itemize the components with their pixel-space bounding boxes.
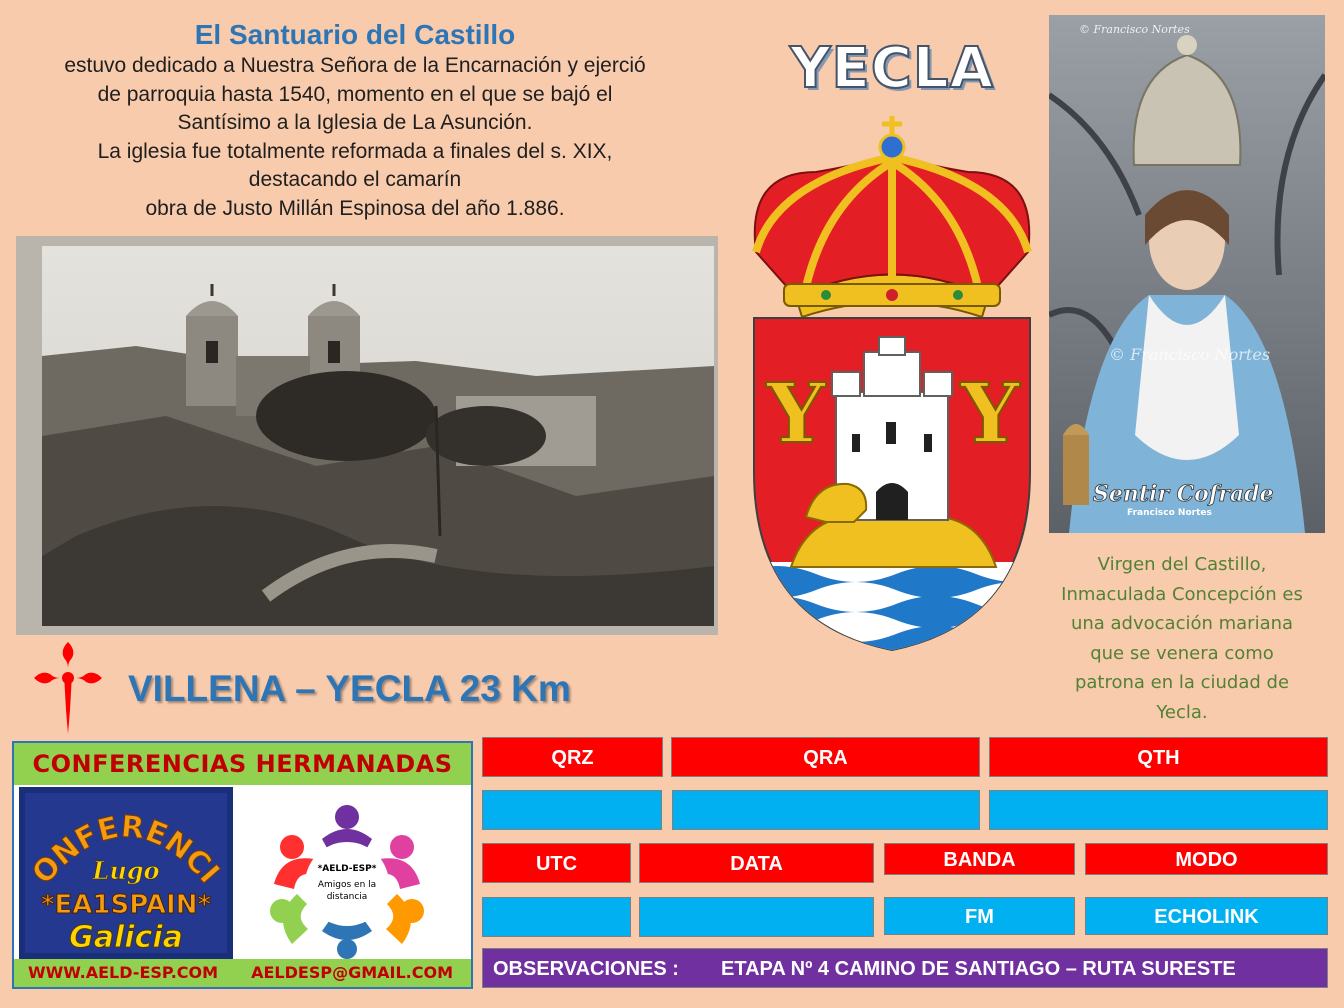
qth-value-field[interactable]: [989, 790, 1328, 830]
data-value-field[interactable]: [639, 897, 874, 937]
banda-value-field[interactable]: FM: [884, 897, 1075, 935]
virgin-caption-line-6: Yecla.: [1156, 701, 1208, 723]
coat-letter-right: Y: [960, 366, 1020, 462]
coat-letter-left: Y: [766, 366, 826, 462]
observaciones-value: ETAPA Nº 4 CAMINO DE SANTIAGO – RUTA SURESTE: [721, 958, 1236, 980]
photo-watermark-top: © Francisco Nortes: [1079, 23, 1190, 36]
lugo-conference-logo: [19, 787, 233, 959]
website-link[interactable]: WWW.AELD-ESP.COM: [28, 963, 219, 982]
qra-value-field[interactable]: [672, 790, 980, 830]
virgin-caption-line-5: patrona en la ciudad de: [1074, 672, 1290, 693]
intro-line-5: destacando el camarín: [248, 168, 462, 191]
santiago-cross-icon: [30, 640, 106, 736]
utc-label: UTC: [482, 843, 631, 883]
utc-value-field[interactable]: [482, 897, 631, 937]
modo-value-field[interactable]: ECHOLINK: [1085, 897, 1328, 935]
data-label: DATA: [639, 843, 874, 883]
aeld-logo-line-2: Amigos en la: [317, 880, 377, 890]
sanctuary-old-photo: [16, 236, 718, 635]
photo-brand: Sentir Cofrade: [1093, 481, 1274, 507]
virgin-caption-line-1: Virgen del Castillo,: [1097, 554, 1267, 575]
lugo-logo-arc-text: ONFERENCI: [25, 809, 227, 892]
lugo-logo-callsign: *EA1SPAIN*: [40, 890, 212, 920]
qth-label: QTH: [989, 737, 1328, 777]
observaciones-bar: [482, 948, 1328, 988]
town-title: YECLA: [790, 36, 994, 101]
intro-line-1: estuvo dedicado a Nuestra Señora de la Encarnación y ejerció: [64, 54, 646, 77]
intro-line-4: La iglesia fue totalmente reformada a finales del s. XIX,: [97, 139, 613, 163]
modo-label: MODO: [1085, 843, 1328, 875]
conference-header: CONFERENCIAS HERMANADAS: [14, 743, 471, 785]
lugo-logo-lugo: Lugo: [92, 856, 160, 885]
email-link[interactable]: AELDESP@GMAIL.COM: [251, 963, 453, 982]
qra-label: QRA: [671, 737, 980, 777]
conference-footer: [14, 959, 471, 987]
intro-line-2: de parroquia hasta 1540, momento en el que se bajó el: [97, 82, 613, 106]
intro-line-3: Santísimo a la Iglesia de La Asunción.: [177, 111, 533, 134]
qrz-label: QRZ: [482, 737, 663, 777]
observaciones-label: OBSERVACIONES :: [493, 958, 679, 980]
virgin-caption-line-4: que se venera como: [1090, 642, 1274, 664]
virgin-photo: [1049, 15, 1325, 533]
intro-text-block: [10, 18, 700, 223]
virgin-caption-line-2: Inmaculada Concepción es: [1061, 583, 1303, 605]
aeld-friends-logo: [262, 799, 432, 959]
qrz-value-field[interactable]: [482, 790, 662, 830]
aeld-logo-line-3: distancia: [326, 892, 368, 902]
yecla-coat-of-arms: [736, 112, 1048, 654]
route-title: VILLENA – YECLA 23 Km: [128, 668, 571, 709]
aeld-logo-line-1: *AELD-ESP*: [317, 864, 377, 874]
banda-label: BANDA: [884, 843, 1075, 875]
lugo-logo-region: Galicia: [69, 920, 183, 955]
virgin-caption-line-3: una advocación mariana: [1070, 613, 1294, 634]
photo-watermark-mid: © Francisco Nortes: [1109, 345, 1271, 364]
virgin-caption: [1040, 550, 1324, 727]
conference-box: [12, 741, 473, 989]
intro-line-6: obra de Justo Millán Espinosa del año 1.886.: [145, 196, 565, 220]
sanctuary-title: El Santuario del Castillo: [194, 19, 516, 50]
photo-brand-sub: Francisco Nortes: [1127, 508, 1212, 518]
